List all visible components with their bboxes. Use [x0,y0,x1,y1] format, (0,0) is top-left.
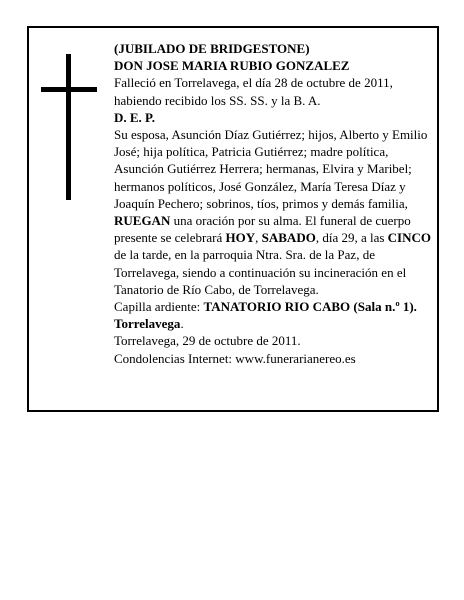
chapel-info: Capilla ardiente: TANATORIO RIO CABO (Sala n.º 1). Torrelavega. [114,299,417,332]
cinco-word: CINCO [387,230,432,246]
hoy-word: HOY [225,230,256,246]
family-list: Su esposa, Asunción Díaz Gutiérrez; hijos, Alberto y Emilio José; hija política, Patricia Gutiérrez; madre política, Asunción Gutiérrez Herrera; hermanas, Elvira y Maribel; hermanos políticos, José González, María Teresa Díaz y Joaquín Pechero; sobrinos, tíos, primos y demás familia, [114,127,428,211]
condolences-line: Condolencias Internet: www.funerarianereo.es [114,350,356,366]
cross-horizontal-bar [41,87,97,92]
cross-vertical-bar [66,54,71,200]
funeral-text-3: de la tarde, en la parroquia Ntra. Sra. de la Paz, de Torrelavega, siendo a continuación su incineración en el Tanatorio de Río Cabo, de Torrelavega. [114,247,407,297]
funeral-comma: , [255,230,262,246]
chapel-place: TANATORIO RIO CABO (Sala n.º 1). Torrelavega [114,299,417,332]
header-line: (JUBILADO DE BRIDGESTONE) [114,41,310,56]
sabado-word: SABADO [261,230,316,246]
funeral-text-2: , día 29, a las [315,230,388,246]
chapel-label: Capilla ardiente: [114,299,204,315]
date-line: Torrelavega, 29 de octubre de 2011. [114,333,301,349]
cross-icon [41,54,97,200]
ruegan-word: RUEGAN [114,213,171,229]
obituary-notice [27,26,439,412]
funeral-info [114,212,432,298]
funeral-text-1: una oración por su alma. El funeral de cuerpo presente se celebrará [114,213,411,246]
death-info: Falleció en Torrelavega, el día 28 de octubre de 2011, habiendo recibido los SS. SS. y la B. A. [114,75,393,108]
obituary-text [114,40,432,367]
deceased-name: DON JOSE MARIA RUBIO GONZALEZ [114,58,350,74]
rip-line: D. E. P. [114,109,156,125]
